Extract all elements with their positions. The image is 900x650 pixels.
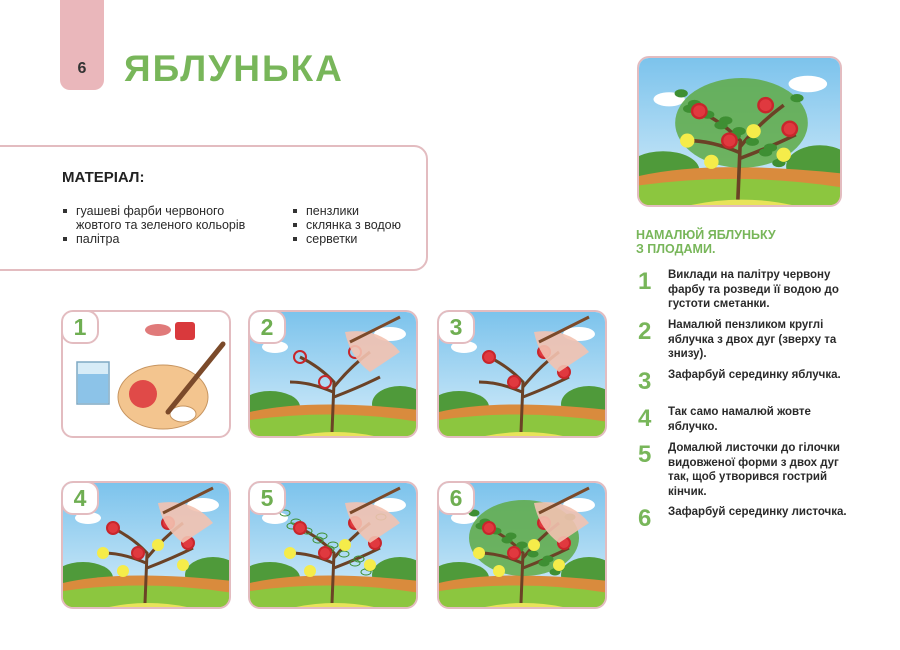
cloud — [789, 76, 828, 93]
finished-apple-tree-picture — [637, 56, 842, 207]
step-text: Намалюй пензликом круглі яблучка з двох дуг (зверху та знизу). — [668, 319, 837, 360]
step-number-badge: 2 — [248, 310, 286, 344]
step-panel-3 — [437, 310, 607, 438]
step-number: 6 — [638, 505, 652, 532]
step-number-badge: 1 — [61, 310, 99, 344]
apple-tree-illustration — [639, 58, 842, 207]
step-text: Виклади на палітру червону фарбу та розведи її водою до густоти сметанки. — [668, 269, 839, 310]
instructions-heading — [636, 228, 836, 256]
page-title: ЯБЛУНЬКА — [124, 48, 344, 89]
step-number: 4 — [638, 405, 652, 432]
step-text: Домалюй листочки до гілочки видовженої форми з двох дуг так, щоб утворився гострий кінчик. — [668, 442, 840, 498]
materials-box — [0, 145, 428, 271]
instructions-heading-line: З ПЛОДАМИ. — [636, 242, 716, 256]
step-number-badge: 3 — [437, 310, 475, 344]
step-number: 2 — [638, 318, 652, 345]
step-number-badge: 4 — [61, 481, 99, 515]
step-text: Зафарбуй серединку яблучка. — [668, 369, 841, 381]
step-number-badge: 6 — [437, 481, 475, 515]
material-item: серветки — [292, 232, 401, 246]
materials-list-right — [292, 204, 401, 246]
step-number-badge: 5 — [248, 481, 286, 515]
step-panel-2 — [248, 310, 418, 438]
step-text: Зафарбуй серединку листочка. — [668, 506, 847, 518]
step-panel-6 — [437, 481, 607, 609]
step-number: 1 — [638, 268, 652, 295]
step-panel-4 — [61, 481, 231, 609]
materials-heading: МАТЕРІАЛ: — [62, 169, 145, 186]
instructions-heading-line: НАМАЛЮЙ ЯБЛУНЬКУ — [636, 228, 776, 242]
step-number: 5 — [638, 441, 652, 468]
step-panel-5 — [248, 481, 418, 609]
page-number: 6 — [77, 60, 87, 77]
step-text: Так само намалюй жовте яблучко. — [668, 406, 811, 433]
page-number-tab — [60, 0, 104, 90]
material-item: палітра — [62, 232, 245, 246]
step-panel-1 — [61, 310, 231, 438]
materials-list-left — [62, 204, 245, 246]
material-item: гуашеві фарби червоного — [62, 204, 245, 218]
material-item-continued: жовтого та зеленого кольорів — [76, 218, 246, 232]
material-item: склянка з водою — [292, 218, 401, 232]
step-number: 3 — [638, 368, 652, 395]
material-item: пензлики — [292, 204, 401, 218]
